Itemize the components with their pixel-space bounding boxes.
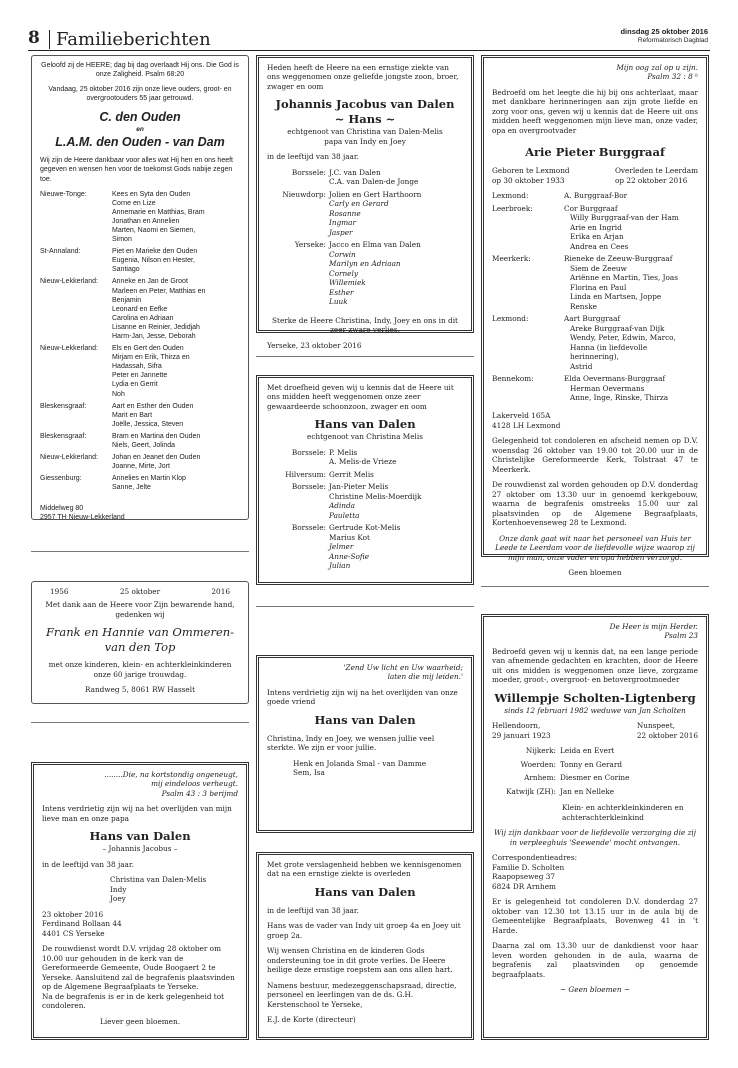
family-members: Jan en Nelleke <box>560 786 615 796</box>
apb-name: Arie Pieter Burggraaf <box>525 145 665 160</box>
family-member: Eugenia, Nilson en Hester, <box>112 257 195 265</box>
family-row <box>40 344 240 399</box>
anniv-name-2: L.A.M. den Ouden - van Dam <box>55 135 225 150</box>
family-member: Adinda <box>329 501 355 511</box>
family-member: Simon <box>112 236 132 244</box>
column-2-divider-2 <box>256 606 474 607</box>
family-member: Aart Burggraaf <box>564 314 621 324</box>
apb-p1: Gelegenheid tot condoleren en afscheid nemen op D.V. woensdag 26 oktober van 19.00 tot 20.00 uur in de Christelijke Gereformeerde Kerk, Tolstraat 47 te Meerkerk. <box>492 436 698 474</box>
family-member: Gertrude Kot-Melis <box>329 523 401 533</box>
anniv2-body: met onze kinderen, klein- en achterkleinkinderen onze 60 jarige trouwdag. <box>48 660 232 679</box>
jj-name: Johannis Jacobus van Dalen <box>275 97 455 112</box>
family-member: Carolina en Adriaan <box>112 314 174 322</box>
family-member: Christine Melis-Moerdijk <box>329 491 422 501</box>
family-member: Corwin <box>329 249 356 259</box>
family-place: Hilversum: <box>285 469 326 479</box>
family-member: C.A. van Dalen-de Jonge <box>329 177 419 187</box>
apb-addr-2: 4128 LH Lexmond <box>492 420 561 430</box>
family-member: Annelies en Martin Klop <box>112 475 186 483</box>
family-place: Nieuw-Lekkerland: <box>40 345 98 353</box>
page-number: 8 <box>28 28 40 48</box>
jj-intro: Heden heeft de Heere na een ernstige ziekte van ons weggenomen onze geliefde jongste zoon, broer, zwager en oom <box>267 63 459 91</box>
family-member: Piet en Marieke den Ouden <box>112 248 198 256</box>
jj-family-list <box>267 168 463 310</box>
ws-corr: Correspondentieadres: <box>492 853 578 863</box>
family-member: Elda Oevermans-Burggraaf <box>564 374 666 384</box>
family-member: P. Melis <box>329 447 358 457</box>
hd-addr-2: 4401 CS Yerseke <box>42 928 105 938</box>
ws-closing: ~ Geen bloemen ~ <box>559 984 630 994</box>
family-member: Marit en Bart <box>112 411 153 419</box>
apb-family-list <box>492 191 698 405</box>
ws-grandchildren: Klein- en achterkleinkinderen en achterachterkleinkind <box>562 803 684 822</box>
anniv-thanks: Wij zijn de Heere dankbaar voor alles wat Hij hen en ons heeft gegeven en wensen hen voor de toekomst Gods nabije zegen toe. <box>40 157 233 183</box>
obituary-willempje-scholten-ligtenberg <box>481 614 709 1040</box>
family-members <box>564 191 698 200</box>
hi-name: Hans van Dalen <box>314 417 416 432</box>
family-row <box>492 773 698 786</box>
family-member: Erika en Arjan <box>570 232 624 242</box>
family-member: Niels, Geert, Jolinda <box>112 442 176 450</box>
hf-body: Christina, Indy en Joey, we wensen jullie veel sterkte. We zijn er voor jullie. <box>267 733 435 753</box>
family-members <box>564 204 698 251</box>
obituary-johannis-van-dalen-parents <box>256 55 474 350</box>
jj-place-date: Yerseke, 23 oktober 2016 <box>267 340 362 350</box>
family-member: Luuk <box>329 297 348 307</box>
apb-born-2: op 30 oktober 1933 <box>492 175 565 185</box>
anniv2-year-to: 2016 <box>211 587 230 596</box>
family-member: Benjamin <box>112 296 142 304</box>
ws-intro: Bedroefd geven wij u kennis dat, na een lange periode van afnemende gedachten en krachten, door de Heere uit ons midden is weggenomen onze lieve, zorgzame moeder, groot-, overgroot- en betovergrootmoeder <box>492 646 698 685</box>
family-member: Noh <box>112 390 125 398</box>
family-member: Jonathan en Annelien <box>112 217 180 225</box>
apb-intro: Bedroefd om het leegte die hij bij ons achterlaat, maar met dankbare herinneringen aan zijn grote liefde en zorg voor ons, geven wij u kennis dat de Heere uit ons midden heeft weggenomen mijn lieve man, onze vader, opa en overgrootvader <box>492 87 698 135</box>
family-place: Nieuw-Lekkerland: <box>40 278 98 286</box>
header-rule <box>28 50 710 51</box>
ws-born-1: Hellendoorn, <box>492 721 541 731</box>
paper-name: Reformatorisch Dagblad <box>637 37 708 44</box>
family-row <box>267 190 463 237</box>
family-members <box>329 470 463 479</box>
family-member: Renske <box>570 301 597 311</box>
jj-papa: papa van Indy en Joey <box>324 136 406 146</box>
obituary-hans-van-dalen-inlaws <box>256 375 474 585</box>
family-members: Tonny en Gerard <box>560 759 623 769</box>
hd-addr-1: Ferdinand Bollaan 44 <box>42 919 122 929</box>
column-1-divider <box>31 551 249 552</box>
anniv2-intro: Met dank aan de Heere voor Zijn bewarende hand, gedenken wij <box>45 600 235 619</box>
ws-family-list <box>492 746 698 800</box>
apb-addr-1: Lakerveld 165A <box>492 411 551 421</box>
ws-p2: Daarna zal om 13.30 uur de dankdienst voor haar leven worden gehouden in de aula, waarna de begrafenis zal plaatsvinden op genoemde begraafplaats. <box>492 941 698 979</box>
obituary-hans-van-dalen-friends <box>256 655 474 833</box>
family-row <box>267 470 463 479</box>
family-members <box>112 344 240 399</box>
ws-quote: De Heer is mijn Herder. <box>609 622 698 631</box>
hs-age: in de leeftijd van 38 jaar. <box>267 905 359 915</box>
family-members <box>329 482 463 520</box>
family-member: Wendy, Peter, Edwin, Marco, <box>570 333 676 343</box>
family-member: Siem de Zeeuw <box>570 263 627 273</box>
family-place: Borssele: <box>291 482 326 492</box>
obituary-arie-pieter-burggraaf <box>481 55 709 578</box>
hs-intro: Met grote verslagenheid hebben we kennisgenomen dat na een ernstige ziekte is overleden <box>267 860 462 879</box>
apb-quote-ref: Psalm 32 : 8 ᵇ <box>647 72 698 82</box>
family-member: Anneke en Jan de Groot <box>112 278 188 286</box>
family-member: Jelmer <box>329 542 354 552</box>
family-place: Bennekom: <box>492 374 534 384</box>
family-member: Andrea en Cees <box>570 241 629 251</box>
ws-corr-3: 6824 DR Arnhem <box>492 881 556 891</box>
family-member: Gerrit Melis <box>329 469 374 479</box>
family-member: Aart en Esther den Ouden <box>112 402 194 410</box>
family-member: Joanne, Mirte, Jort <box>112 463 170 471</box>
family-row <box>492 787 698 800</box>
column-1-divider-2 <box>31 722 249 723</box>
family-member: Jasper <box>329 227 353 237</box>
ws-p1: Er is gelegenheid tot condoleren D.V. donderdag 27 oktober van 12.30 tot 13.15 uur in de aula bij de Gemeentelijke Begraafplaats, Bovenweg 41 in 't Harde. <box>492 897 698 935</box>
ws-quote-ref: Psalm 23 <box>664 631 698 641</box>
family-members <box>564 254 698 311</box>
ws-corr-1: Familie D. Scholten <box>492 862 565 872</box>
family-row <box>492 374 698 402</box>
hf-sign-1: Henk en Jolanda Smal - van Damme <box>293 758 427 768</box>
hd-intro: Intens verdrietig zijn wij na het overlijden van mijn lieve man en onze papa <box>42 804 232 823</box>
family-member: Jan-Pieter Melis <box>329 482 389 492</box>
family-members: Diesmer en Corine <box>560 773 630 783</box>
anniv-address-1: Middelweg 80 <box>40 504 84 512</box>
hd-condole: Na de begrafenis is er in de kerk gelegenheid tot condoleren. <box>42 991 225 1011</box>
hd-age: in de leeftijd van 38 jaar. <box>42 859 134 869</box>
family-members <box>112 432 240 450</box>
family-place: Yerseke: <box>294 240 326 250</box>
hi-family-list <box>267 448 463 574</box>
hi-intro: Met droefheid geven wij u kennis dat de Heere uit ons midden heeft weggenomen onze zeer gewaardeerde schoonzoon, zwager en oom <box>267 383 454 411</box>
header-divider <box>49 30 50 49</box>
family-member: Santiago <box>112 266 140 274</box>
family-row <box>267 523 463 570</box>
anniv-families <box>40 190 240 496</box>
obituary-hans-van-dalen-family <box>31 762 249 1040</box>
family-place: Arnhem: <box>524 773 556 783</box>
family-place: Nijkerk: <box>525 746 556 756</box>
anniv-en: en <box>136 125 144 133</box>
family-member: A. Burggraaf-Bor <box>564 191 628 201</box>
family-row <box>492 191 698 200</box>
apb-quote: Mijn oog zal op u zijn. <box>616 63 698 72</box>
issue-date: dinsdag 25 oktober 2016 <box>620 27 708 36</box>
family-member: Marten, Naomi en Siemen, <box>112 226 196 234</box>
hs-p2: Wij wensen Christina en de kinderen Gods ondersteuning toe in dit grote verlies. De Heere heilige deze ernstige roepstem aan ons allen hart. <box>267 946 453 975</box>
hd-date: 23 oktober 2016 <box>42 909 104 919</box>
anniv-date-text: Vandaag, 25 oktober 2016 zijn onze lieve ouders, groot- en overgrootouders 55 jaar getrouwd. <box>48 86 232 103</box>
family-member: Anne, Inge, Rinske, Thirza <box>570 392 669 402</box>
family-row <box>40 402 240 429</box>
family-place: Lexmond: <box>492 191 529 201</box>
family-member: Marilyn en Adriaan <box>329 259 401 269</box>
hd-quote-ref: Psalm 43 : 3 berijmd <box>161 788 238 798</box>
family-place: Nieuw-Lekkerland: <box>40 454 98 462</box>
ws-since: sinds 12 februari 1982 weduwe van Jan Scholten <box>504 705 686 715</box>
anniv-name-1: C. den Ouden <box>99 110 181 125</box>
family-members <box>112 453 240 471</box>
family-place: Lexmond: <box>492 314 529 324</box>
family-members <box>112 190 240 245</box>
hf-intro: Intens verdrietig zijn wij na het overlijden van onze goede vriend <box>267 687 458 707</box>
family-members <box>329 240 463 306</box>
family-place: Nieuwdorp: <box>282 189 326 199</box>
jj-nickname: ~ Hans ~ <box>334 112 396 127</box>
column-3-divider <box>481 586 709 587</box>
hf-name: Hans van Dalen <box>314 712 416 727</box>
hd-quote: ........Die, na kortstondig ongeneugt, mij eindeloos verheugt. <box>104 770 238 789</box>
family-member: Areke Burggraaf-van Dijk <box>570 323 665 333</box>
family-row <box>267 448 463 467</box>
family-member: Bram en Martina den Ouden <box>112 432 201 440</box>
family-row <box>492 254 698 311</box>
hf-sign-2: Sem, Isa <box>293 768 325 778</box>
family-member: Linda en Martsen, Joppe <box>570 292 662 302</box>
apb-died-2: op 22 oktober 2016 <box>614 175 688 185</box>
family-place: Giessenburg: <box>40 475 82 483</box>
obituary-hans-van-dalen-school <box>256 852 474 1040</box>
family-row <box>267 482 463 520</box>
family-member: Jolien en Gert Harthoorn <box>329 189 422 199</box>
ws-born-2: 29 januari 1923 <box>492 730 551 740</box>
family-member: Harm-Jan, Jesse, Deborah <box>112 333 196 340</box>
hd-name: Hans van Dalen <box>89 829 191 844</box>
family-member: Lisanne en Reinier, Jedidjah <box>112 323 200 331</box>
family-member: Peter en Jannette <box>112 372 168 380</box>
hs-p1: Hans was de vader van Indy uit groep 4a en Joey uit groep 2a. <box>267 921 461 940</box>
family-members <box>564 374 698 402</box>
ws-corr-2: Raapopseweg 37 <box>492 872 555 882</box>
family-row <box>40 247 240 274</box>
family-member: Hanna (in liefdevolle herinnering), <box>570 342 648 362</box>
apb-p2: De rouwdienst zal worden gehouden op D.V. donderdag 27 oktober om 13.30 uur in genoemd kerkgebouw, waarna de begrafenis omstreeks 15.00 uur zal plaatsvinden op de Algemene Begraafplaats, Kortenhoevenseweg 28 te Lexmond. <box>492 480 698 528</box>
family-member: Esther <box>329 287 354 297</box>
family-member: Jacco en Elma van Dalen <box>329 240 421 250</box>
family-member: Florina en Paul <box>570 282 627 292</box>
jj-spouse: echtgenoot van Christina van Dalen-Melis <box>287 127 443 137</box>
family-member: J.C. van Dalen <box>329 167 381 177</box>
family-row <box>492 314 698 371</box>
section-title: Familieberichten <box>56 29 211 50</box>
family-members <box>329 190 463 237</box>
hd-family-1: Christina van Dalen-Melis <box>110 875 207 885</box>
apb-died-1: Overleden te Leerdam <box>614 166 698 176</box>
family-place: Borssele: <box>291 167 326 177</box>
family-member: Hadassah, Sifra <box>112 363 162 371</box>
family-place: St-Annaland: <box>40 248 81 256</box>
hd-closing: Liever geen bloemen. <box>99 1016 181 1026</box>
column-2-divider <box>256 356 474 357</box>
hd-service: De rouwdienst wordt D.V. vrijdag 28 oktober om 10.00 uur gehouden in de kerk van de Gereformeerde Gemeente, Oude Boogaert 2 te Yerseke. Aansluitend zal de begrafenis plaatsvinden op de Algemene Begraafplaats te Yerseke. <box>42 944 235 992</box>
family-member: Rosanne <box>329 208 361 218</box>
family-member: Annemarie en Matthias, Bram <box>112 208 205 216</box>
apb-dates <box>492 166 698 185</box>
family-place: Borssele: <box>291 523 326 533</box>
family-member: Cor Burggraaf <box>564 203 618 213</box>
anniversary-notice-van-ommeren <box>31 581 249 704</box>
family-row <box>40 190 240 245</box>
family-member: Marius Kot <box>329 532 370 542</box>
anniv-intro: Geloofd zij de HEERE; dag bij dag overlaadt Hij ons. Die God is onze Zaligheid. Psalm 68:20 <box>41 62 239 79</box>
family-member: Mirjam en Erik, Thirza en <box>112 354 190 362</box>
jj-age: in de leeftijd van 38 jaar. <box>267 152 359 162</box>
anniversary-notice-den-ouden <box>31 55 249 520</box>
family-members <box>329 168 463 187</box>
family-member: Corne en Lize <box>112 199 156 207</box>
anniv2-day: 25 oktober <box>119 587 161 596</box>
jj-closing: Sterke de Heere Christina, Indy, Joey en ons in dit zeer zware verlies. <box>272 315 458 335</box>
apb-closing: Geen bloemen <box>568 568 622 578</box>
family-place: Bleskensgraaf: <box>40 432 87 440</box>
family-place: Bleskensgraaf: <box>40 402 87 410</box>
family-member: A. Melis-de Vrieze <box>329 457 397 467</box>
family-member: Astrid <box>570 361 593 371</box>
family-member: Carly en Gerard <box>329 199 389 209</box>
family-members: Leida en Evert <box>560 746 615 756</box>
family-place: Woerden: <box>520 759 556 769</box>
family-members <box>329 448 463 467</box>
ws-name: Willempje Scholten-Ligtenberg <box>494 690 696 705</box>
hs-p3: Namens bestuur, medezeggenschapsraad, directie, personeel en leerlingen van de ds. G.H. Kerstenschool te Yerseke, <box>267 980 457 1009</box>
family-member: Sanne, Jelte <box>112 484 151 492</box>
family-member: Lydia en Gerrit <box>112 381 158 389</box>
family-place: Borssele: <box>291 447 326 457</box>
hi-spouse: echtgenoot van Christina Melis <box>307 432 423 442</box>
family-row <box>492 204 698 251</box>
hd-given-name: – Johannis Jacobus – <box>102 844 178 854</box>
family-row <box>40 474 240 492</box>
family-row <box>267 168 463 187</box>
family-member: Ariënne en Martin, Ties, Joas <box>570 273 679 283</box>
family-member: Willemiek <box>329 278 366 288</box>
family-member: Anne-Sofie <box>329 551 370 561</box>
apb-born-1: Geboren te Lexmond <box>492 166 570 176</box>
hs-name: Hans van Dalen <box>314 884 416 899</box>
family-row <box>267 240 463 306</box>
ws-died-2: 22 oktober 2016 <box>636 730 698 740</box>
hs-sign: E.J. de Korte (directeur) <box>267 1015 356 1025</box>
family-member: Pauletta <box>329 510 360 520</box>
family-row <box>40 453 240 471</box>
family-members <box>329 523 463 570</box>
family-place: Nieuwe-Tonge: <box>40 190 87 198</box>
family-row <box>40 277 240 341</box>
hf-quote: 'Zend Uw licht en Uw waarheid; laten die mij leiden.' <box>343 663 463 682</box>
anniv-address-2: 2957 TH Nieuw-Lekkerland <box>40 513 125 521</box>
family-member: Marleen en Peter, Matthias en <box>112 287 206 295</box>
family-members <box>112 277 240 341</box>
family-place: Meerkerk: <box>492 254 531 264</box>
family-members <box>112 247 240 274</box>
ws-thanks: Wij zijn dankbaar voor de liefdevolle verzorging die zij in verpleeghuis 'Seewende' mocht ontvangen. <box>493 828 697 847</box>
family-members <box>112 402 240 429</box>
family-member: Els en Gert den Ouden <box>112 345 184 353</box>
hd-family-3: Joey <box>110 894 126 904</box>
family-row <box>492 746 698 759</box>
family-place: Katwijk (ZH): <box>506 786 556 796</box>
ws-died-1: Nunspeet, <box>636 721 675 731</box>
apb-thanks: Onze dank gaat wit naar het personeel van Huis ter Leede te Leerdam voor de liefdevolle wijze waarop zij mijn man, onze vader en opa hebben verzorgd. <box>495 533 695 562</box>
family-row <box>492 760 698 773</box>
family-member: Rieneke de Zeeuw-Burggraaf <box>564 254 673 264</box>
family-row <box>40 432 240 450</box>
family-member: Arie en Ingrid <box>570 222 622 232</box>
anniv2-address: Randweg 5, 8061 RW Hasselt <box>84 685 196 695</box>
family-member: Kees en Syta den Ouden <box>112 190 191 198</box>
anniv2-names: Frank en Hannie van Ommeren-van den Top <box>45 625 235 654</box>
family-member: Leonard en Eefke <box>112 305 168 313</box>
hd-family-2: Indy <box>110 884 127 894</box>
family-members <box>112 474 240 492</box>
family-member: Julian <box>329 561 351 571</box>
family-member: Joëlle, Jessica, Steven <box>112 420 184 428</box>
family-members <box>564 314 698 371</box>
family-member: Ingmar <box>329 218 357 228</box>
anniv2-year-from: 1956 <box>50 587 69 596</box>
family-member: Johan en Jeanet den Ouden <box>112 454 201 462</box>
ws-dates <box>492 721 698 740</box>
family-place: Leerbroek: <box>492 203 533 213</box>
family-member: Cornely <box>329 268 358 278</box>
family-member: Herman Oevermans <box>570 383 645 393</box>
family-member: Willy Burggraaf-van der Ham <box>570 213 679 223</box>
